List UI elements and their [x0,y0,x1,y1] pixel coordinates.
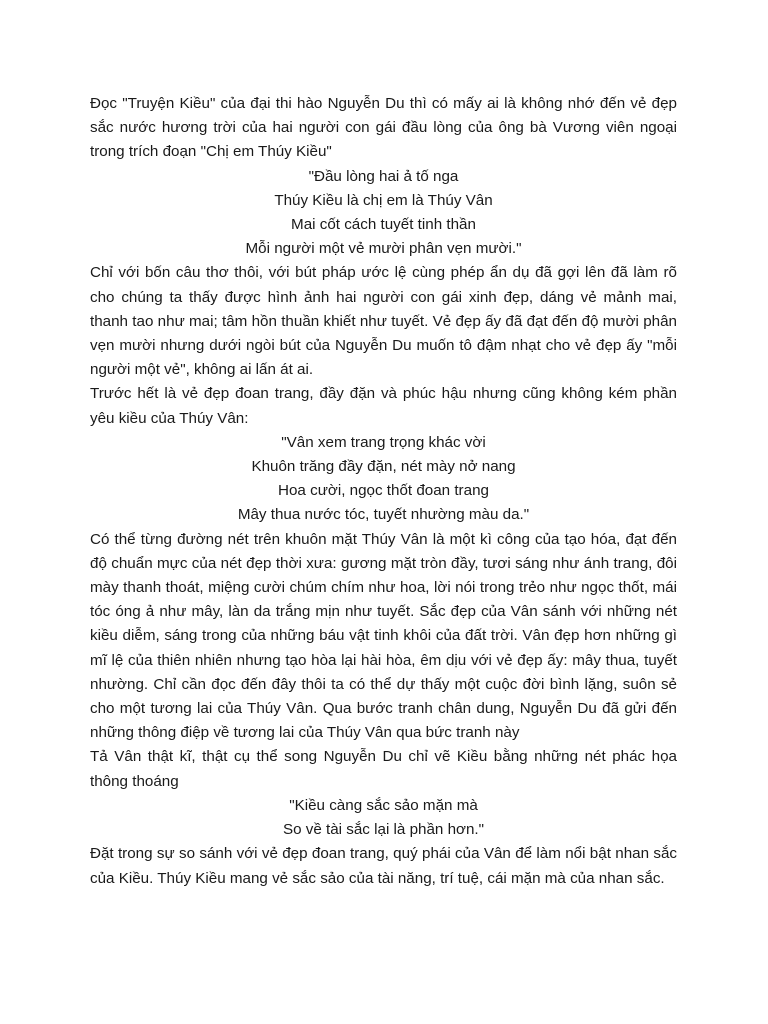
poem-line: So về tài sắc lại là phần hơn." [282,821,485,839]
intro-paragraph: Đọc "Truyện Kiều" của đại thi hào Nguyễn Du thì có mấy ai là không nhớ đến vẻ đẹp sắc nước hương trời của hai người con gái đầu lòng của ông bà Vương viên ngoại trong trích đoạn "Chị em Thúy Kiều" [90,95,677,161]
poem-line: Mai cốt cách tuyết tinh thần [291,216,476,234]
body-paragraph: Có thể từng đường nét trên khuôn mặt Thúy Vân là một kì công của tạo hóa, đạt đến độ chuẩn mực của nét đẹp thời xưa: gương mặt tròn đầy, tươi sáng như ánh trang, đôi mày thanh thoát, miệng cười chúm chím như hoa, lời nói trong trẻo như ngọc thốt, mái tóc óng ả như mây, làn da trắng mịn như tuyết. Sắc đẹp của Vân sánh với những nét kiều diễm, sáng trong của những báu vật tinh khôi của đất trời. Vân đẹp hơn những gì mĩ lệ của thiên nhiên nhưng tạo hòa lại hài hòa, êm dịu với vẻ đẹp ấy: mây thua, tuyết nhường. Chỉ cần đọc đến đây thôi ta có thể dự thấy một cuộc đời bình lặng, suôn sẻ cho một tương lai của Thúy Vân. Qua bước tranh chân dung, Nguyễn Du đã gửi đến những thông điệp về tương lai của Thúy Vân qua bức tranh này [90,530,677,742]
body-paragraph: Đặt trong sự so sánh với vẻ đẹp đoan trang, quý phái của Vân để làm nổi bật nhan sắc của Kiều. Thúy Kiều mang vẻ sắc sảo của tài năng, trí tuệ, cái mặn mà của nhan sắc. [90,845,677,887]
body-paragraph: Tả Vân thật kĩ, thật cụ thể song Nguyễn Du chỉ vẽ Kiều bằng những nét phác họa thông thoáng [90,748,677,790]
poem-line: Thúy Kiều là chị em là Thúy Vân [274,191,493,209]
poem-line: "Vân xem trang trọng khác vời [281,433,486,451]
poem-line: "Kiều càng sắc sảo mặn mà [289,796,478,814]
poem-line: "Đầu lòng hai ả tố nga [308,167,459,185]
poem-line: Khuôn trăng đầy đặn, nét mày nở nang [251,458,516,476]
poem-line: Hoa cười, ngọc thốt đoan trang [278,482,489,500]
body-paragraph: Trước hết là vẻ đẹp đoan trang, đầy đặn và phúc hậu nhưng cũng không kém phần yêu kiều của Thúy Vân: [90,385,677,427]
document-body [90,92,677,891]
body-paragraph: Chỉ với bốn câu thơ thôi, với bút pháp ước lệ cùng phép ẩn dụ đã gợi lên đã làm rõ cho chúng ta thấy được hình ảnh hai người con gái xinh đẹp, dáng vẻ mảnh mai, thanh tao như mai; tâm hồn thuần khiết như tuyết. Vẻ đẹp ấy đã đạt đến độ mười phân vẹn mười nhưng dưới ngòi bút của Nguyễn Du muốn tô đậm nhạt cho vẻ đẹp ấy "mỗi người một vẻ", không ai lấn át ai. [90,264,677,379]
poem-line: Mỗi người một vẻ mười phân vẹn mười." [245,240,522,258]
poem-line: Mây thua nước tóc, tuyết nhường màu da." [237,506,530,524]
